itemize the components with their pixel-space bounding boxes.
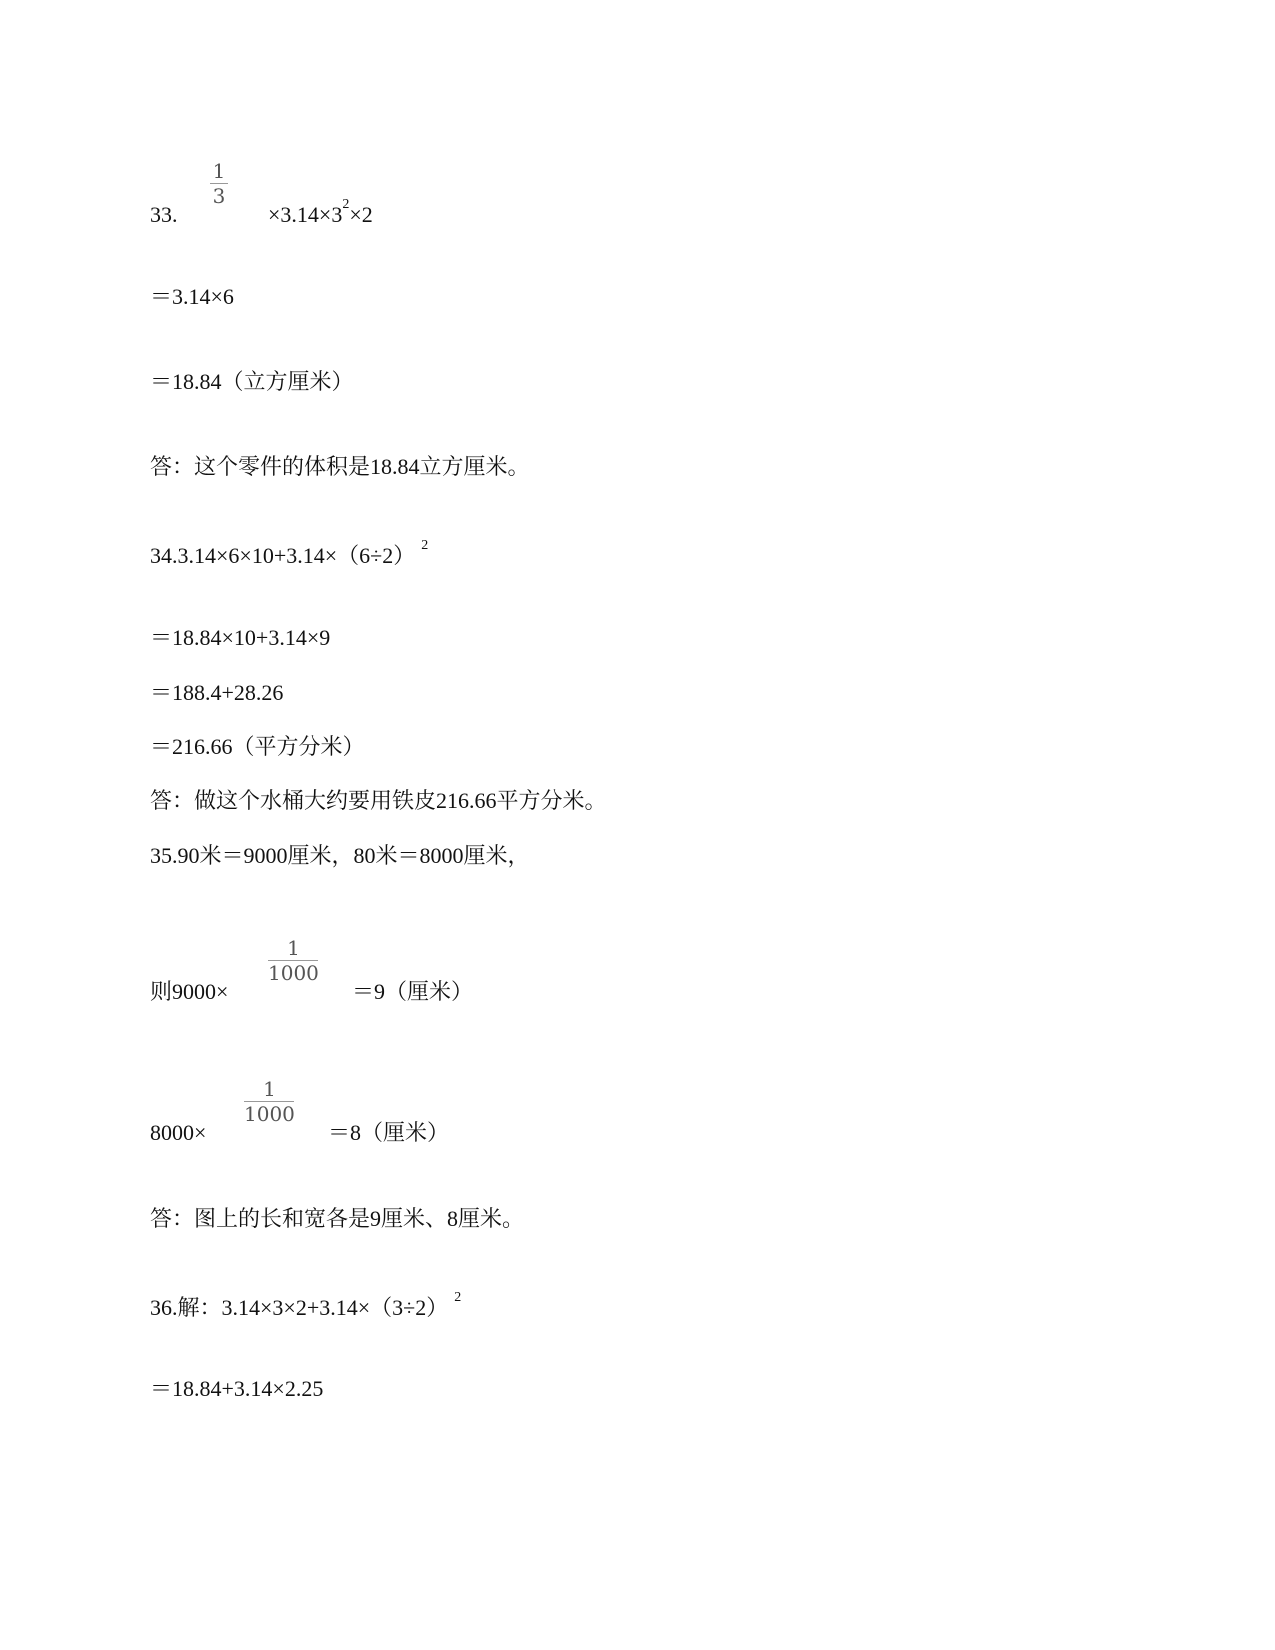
fraction-numerator: 1 [263, 1077, 276, 1101]
q34-answer: 答：做这个水桶大约要用铁皮216.66平方分米。 [150, 788, 607, 813]
q33-expression-b: ×2 [349, 202, 373, 227]
q35-line-2-fraction [244, 1079, 295, 1124]
q36-exponent: 2 [454, 1290, 462, 1305]
fraction-denominator: 1000 [244, 1102, 295, 1126]
q33-step-1: ＝3.14×6 [150, 284, 234, 309]
q36-head: 36.解：3.14×3×2+3.14×（3÷2） [150, 1295, 449, 1320]
q35-line-2-pre: 8000× [150, 1120, 207, 1145]
fraction-denominator: 1000 [268, 961, 319, 985]
q34-step-3: ＝216.66（平方分米） [150, 734, 365, 759]
fraction-denominator: 3 [212, 184, 226, 208]
fraction-numerator: 1 [212, 159, 226, 183]
q35-line-1-pre: 则9000× [150, 979, 229, 1004]
q34-step-1: ＝18.84×10+3.14×9 [150, 625, 331, 650]
q34-step-2: ＝188.4+28.26 [150, 680, 284, 705]
q34-head: 34.3.14×6×10+3.14×（6÷2） [150, 543, 416, 568]
q33-label: 33. [150, 202, 178, 227]
q35-answer: 答：图上的长和宽各是9厘米、8厘米。 [150, 1206, 525, 1231]
q33-exponent: 2 [342, 197, 350, 212]
q33-expression-a: ×3.14×3 [268, 202, 343, 227]
fraction-numerator: 1 [287, 936, 300, 960]
q35-line-1-post: ＝9（厘米） [352, 979, 474, 1004]
q34-expression [150, 538, 429, 568]
q35-line-1-fraction [268, 938, 319, 983]
q33-answer: 答：这个零件的体积是18.84立方厘米。 [150, 454, 530, 479]
q35-line-2-post: ＝8（厘米） [328, 1120, 450, 1145]
q33-fraction [210, 161, 228, 206]
q35-head: 35.90米＝9000厘米，80米＝8000厘米， [150, 843, 530, 868]
q36-step-1: ＝18.84+3.14×2.25 [150, 1376, 324, 1401]
q36-expression [150, 1290, 462, 1320]
q34-exponent: 2 [421, 538, 429, 553]
q33-expression [268, 197, 373, 227]
q33-step-2: ＝18.84（立方厘米） [150, 369, 354, 394]
